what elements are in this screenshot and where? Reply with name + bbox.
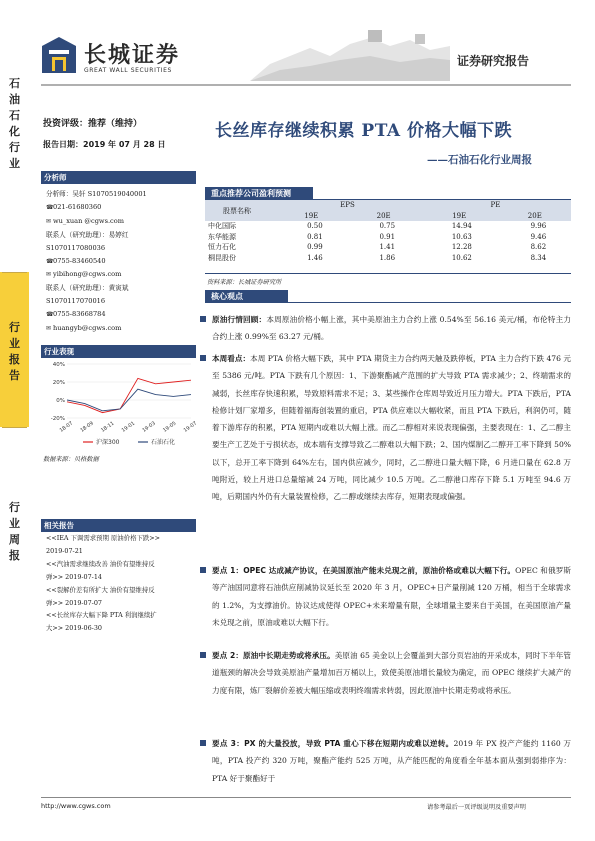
core-views-section-rule	[205, 302, 571, 303]
contact-email[interactable]: ✉ huangyb@cgws.com	[46, 322, 196, 336]
related-report-date: 弹>> 2019-07-14	[46, 572, 102, 581]
paragraph-body: OPEC 和俄罗斯等产油国同意将石油供应削减协议延长至 2020 年 3 月，OPEC+日产量削减 120 万桶，相当于全球需求的 1.2%，为支撑油价。协议达成使得 OPEC+未来增量有限，全球增量主要来自于美国，在美国原油产量未兑现之前，原油或难以大幅下行。	[212, 566, 571, 627]
y-tick-label: 40%	[52, 362, 65, 368]
header-divider	[41, 84, 571, 86]
bullet-icon	[200, 652, 206, 658]
table-source: 资料来源：长城证券研究所	[207, 279, 282, 286]
logo-chinese-name: 长城证券	[84, 42, 181, 68]
table-cell: 1.46	[307, 253, 323, 262]
column-header: EPS	[275, 200, 420, 211]
related-report-link[interactable]: <<IEA 下调需求预期 原油价格下跌>>	[46, 534, 160, 542]
column-header: 20E	[499, 211, 571, 222]
sidebar-divider	[2, 427, 27, 428]
table-cell: 1.41	[379, 243, 396, 252]
logo-mark-icon	[41, 36, 77, 74]
x-tick-label: 18-11	[100, 420, 116, 434]
table-cell: 10.63	[451, 232, 472, 241]
industry-performance-chart	[41, 358, 199, 450]
related-report-date: 大>> 2019-06-30	[46, 624, 102, 633]
x-tick-label: 19-07	[182, 420, 199, 434]
email-icon: ✉	[46, 217, 52, 225]
chart-source: 数据来源：贝格数据	[43, 456, 99, 463]
column-header: PE	[420, 200, 571, 211]
x-tick-label: 19-01	[120, 420, 137, 434]
x-tick-label: 18-07	[58, 420, 75, 434]
table-cell: 14.94	[451, 222, 472, 231]
y-tick-label: -20%	[50, 416, 65, 422]
paragraph-lead: 要点 1：OPEC 达成减产协议，在美国原油产能未兑现之前，原油价格或难以大幅下行。	[212, 566, 516, 575]
table-cell: 9.96	[530, 222, 547, 231]
core-views-section-title: 核心观点	[205, 290, 288, 303]
logo-english-name: GREAT WALL SECURITIES	[84, 67, 172, 74]
column-header: 19E	[275, 211, 347, 222]
prediction-section-title: 重点推荐公司盈利预测	[205, 187, 313, 200]
contact-cert: S1070117070016	[46, 297, 106, 306]
email-icon: ✉	[46, 271, 52, 279]
paragraph-lead: 要点 2：原油中长期走势或将承压。	[212, 651, 335, 660]
table-cell: 8.62	[530, 243, 547, 252]
table-cell: 9.46	[530, 232, 547, 241]
contact-phone: ☎0755-83460540	[46, 255, 196, 269]
analyst-email[interactable]: ✉ wu_xuan @cgws.com	[46, 215, 196, 229]
column-header: 股票名称	[205, 200, 275, 221]
x-tick-label: 19-03	[141, 420, 157, 434]
table-cell: 0.81	[307, 232, 323, 241]
phone-icon: ☎	[46, 257, 54, 265]
y-tick-label: 20%	[52, 380, 65, 386]
table-cell: 10.62	[451, 253, 472, 262]
sidebar-industry-label: 石 油 石 化 行 业	[9, 77, 20, 170]
investment-rating: 投资评级：推荐（维持）	[43, 119, 143, 129]
sidebar	[0, 0, 29, 841]
phone-icon: ☎	[46, 311, 54, 319]
table-bottom-rule	[205, 273, 571, 274]
paragraph-lead: 本周看点：	[212, 354, 251, 363]
analyst-phone: ☎021-61680360	[46, 201, 196, 215]
footer-disclaimer: 请参考最后一页评级说明及重要声明	[427, 804, 526, 811]
footer-website-link[interactable]: http://www.cgws.com	[41, 802, 111, 810]
paragraph-body: 本周 PTA 价格大幅下跌，其中 PTA 期货主力合约两天触及跌停板，PTA 主力合约下跌 476 元至 5386 元/吨。PTA 下跌有几个原因：1、下游聚酯减产范围的扩大导致 PTA 需求减少；2、终端需求的减弱，长丝库存快速积累，导致原料需求不足；3、某些操作仓库周导致近月压力增大。PTA 下跌后，PTA 检修计划厂家增多，但随着福海创装置的重启，PTA 供应难以大幅收紧，而且 PTA 下跌后，利润仍可，随着下游库存的积累，PTA 短期内或难以大幅上涨。而乙二醇相对来说表现偏强，主要表现在：1、乙二醇主要生产工艺处于亏损状态，成本端有支撑导致乙二醇难以大幅下跌；2、国内煤制乙二醇开工率下降到 50%以下，总开工率下降到 64%左右，国内供应减少，同时，乙二醇进口量大幅下降，6 月进口量在 62.8 万吨附近，较上月进口总量缩减 24 万吨，同比减少 10.5 万吨。乙二醇港口库存下降 5.1 万吨至 94.6 万吨，后期国内外仍有大量装置检修，乙二醇或继续去库存，短期表现或偏强。	[212, 354, 571, 502]
company-logo	[41, 36, 191, 82]
report-title: 长丝库存继续积累 PTA 价格大幅下跌	[215, 121, 513, 141]
phone-icon: ☎	[46, 203, 54, 211]
paragraph-oil-review	[212, 311, 571, 346]
stock-name: 桐昆股份	[208, 253, 236, 262]
x-tick-label: 19-05	[162, 420, 178, 434]
table-cell: 1.86	[379, 253, 396, 262]
table-cell: 12.28	[451, 243, 472, 252]
table-cell: 0.91	[379, 232, 396, 241]
contact-line: 联系人（研究助理）：易婷红	[46, 230, 129, 239]
earnings-forecast-table	[205, 200, 571, 263]
report-type-label: 证券研究报告	[457, 54, 530, 68]
table-row	[205, 253, 571, 264]
contact-phone: ☎0755-83668784	[46, 308, 196, 322]
paragraph-point-3	[212, 735, 571, 787]
footer-divider	[41, 797, 571, 798]
table-cell: 0.50	[307, 222, 323, 231]
paragraph-body: 2019 年 PX 投产产能约 1160 万吨，PTA 投产约 320 万吨，聚酯产能约 525 万吨，从产能匹配的角度看全年基本面从强到弱排序为：PTA 好于聚酯好于	[212, 739, 571, 783]
contact-email[interactable]: ✉ yibihong@cgws.com	[46, 268, 196, 282]
related-reports	[46, 532, 196, 635]
email-icon: ✉	[46, 325, 52, 333]
x-tick-label: 18-09	[79, 420, 95, 434]
bullet-icon	[200, 316, 206, 322]
sidebar-divider	[2, 272, 27, 273]
table-header-row	[205, 200, 571, 211]
legend-label: 沪深300	[96, 439, 120, 446]
analyst-section-title: 分析师	[41, 171, 196, 184]
related-report-link[interactable]: <<长丝库存大幅下降 PTA 利润继续扩	[46, 611, 157, 620]
y-tick-label: 0%	[56, 398, 65, 404]
paragraph-weekly-focus	[212, 350, 571, 506]
bullet-icon	[200, 740, 206, 746]
sidebar-report-label: 行 业 报 告	[9, 321, 20, 382]
sidebar-bottom	[0, 427, 29, 841]
table-cell: 0.75	[379, 222, 396, 231]
table-row	[205, 232, 571, 243]
contact-line: 联系人（研究助理）：黄寅斌	[46, 284, 129, 293]
stock-name: 东华能源	[208, 232, 236, 241]
table-cell: 0.99	[307, 243, 323, 252]
stock-name: 中化国际	[208, 222, 236, 231]
paragraph-point-2	[212, 647, 571, 699]
paragraph-point-1	[212, 562, 571, 631]
bullet-icon	[200, 355, 206, 361]
table-row	[205, 242, 571, 253]
column-header: 20E	[347, 211, 419, 222]
great-wall-illustration	[250, 26, 450, 81]
paragraph-body: 本周原油价格小幅上涨，其中美原油主力合约上涨 0.54%至 56.16 美元/桶，布伦特主力合约上涨 0.99%至 63.27 元/桶。	[212, 315, 571, 342]
contact-cert: S1070117080036	[46, 243, 106, 252]
legend-label: 石油石化	[151, 439, 176, 446]
stock-name: 恒力石化	[208, 243, 236, 252]
paragraph-lead: 原油行情回顾：	[212, 315, 267, 324]
related-report-link[interactable]: <<裂解价差有所扩大 油价有望维持反	[46, 585, 155, 594]
table-row	[205, 221, 571, 232]
report-date: 报告日期：2019 年 07 月 28 日	[43, 140, 166, 149]
related-report-date: 2019-07-21	[46, 546, 83, 555]
related-section-title: 相关报告	[41, 519, 196, 532]
sidebar-weekly-label: 行 业 周 报	[9, 501, 20, 562]
paragraph-body: 美原油 65 美金以上会覆盖到大部分页岩油的开采成本，同时下半年管道瓶颈的解决会导致美原油产量增加百万桶以上，致使美原油增长量较为确定，而 OPEC 继续扩大减产的力度有限，炼厂裂解价差被大幅压缩或表明终端需求转弱，因此原油中长期走势或将承压。	[212, 651, 571, 695]
table-cell: 8.34	[530, 253, 547, 262]
analyst-contacts	[46, 188, 196, 336]
column-header: 19E	[420, 211, 499, 222]
report-subtitle: ——石油石化行业周报	[427, 154, 532, 166]
analyst-line: 分析师：吴轩 S1070519040001	[46, 190, 147, 198]
paragraph-lead: 要点 3：PX 的大量投放，导致 PTA 重心下移在短期内或难以逆转。	[212, 739, 454, 748]
series-line	[67, 378, 191, 412]
bullet-icon	[200, 567, 206, 573]
market-section-title: 行业表现	[41, 345, 196, 358]
related-report-link[interactable]: <<汽油需求继续改善 油价有望维持反	[46, 559, 155, 568]
related-report-date: 弹>> 2019-07-07	[46, 598, 102, 607]
